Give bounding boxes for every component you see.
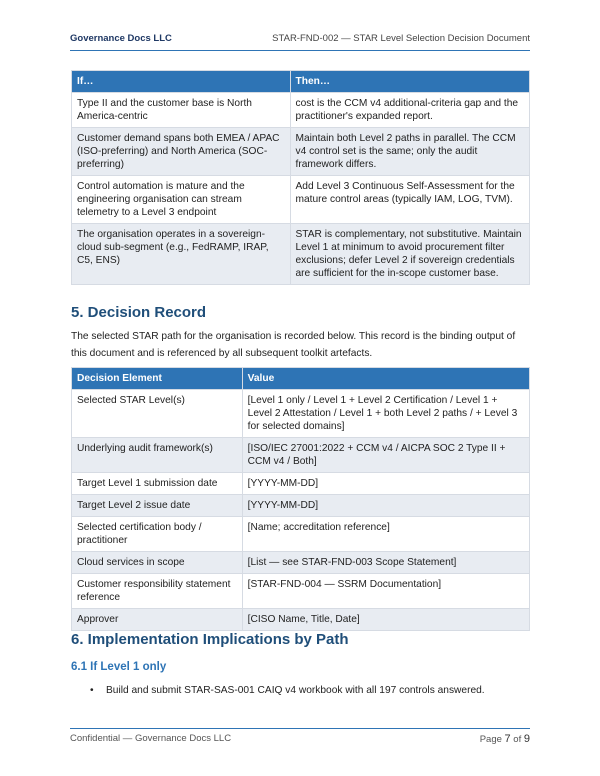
section-5-heading: 5. Decision Record: [71, 304, 207, 321]
page-header: [70, 33, 530, 51]
column-header: If…: [72, 71, 291, 93]
table-row: [72, 552, 530, 574]
table-cell: [STAR-FND-004 — SSRM Documentation]: [242, 574, 529, 609]
page-footer: [70, 728, 530, 745]
table-row: [72, 93, 530, 128]
page-label: Page: [479, 734, 502, 745]
table-cell: Cloud services in scope: [72, 552, 243, 574]
table-cell: [Name; accreditation reference]: [242, 517, 529, 552]
column-header: Then…: [290, 71, 530, 93]
table-row: [72, 176, 530, 224]
table-cell: [ISO/IEC 27001:2022 + CCM v4 / AICPA SOC 2 Type II + CCM v4 / Both]: [242, 438, 529, 473]
table-cell: [CISO Name, Title, Date]: [242, 609, 529, 631]
table-cell: Maintain both Level 2 paths in parallel. The CCM v4 control set is the same; only the audit framework differs.: [290, 128, 530, 176]
table-cell: [YYYY-MM-DD]: [242, 495, 529, 517]
decision-record-table: [71, 367, 530, 631]
table-row: [72, 495, 530, 517]
section-6-heading: 6. Implementation Implications by Path: [71, 631, 349, 648]
table-cell: cost is the CCM v4 additional-criteria gap and the practitioner's expanded report.: [290, 93, 530, 128]
table-cell: STAR is complementary, not substitutive. Maintain Level 1 at minimum to avoid procurement filter exclusions; defer Level 2 if sovereign credentials are sufficient for the in-scope customer base.: [290, 224, 530, 285]
footer-confidential: Confidential — Governance Docs LLC: [70, 733, 232, 744]
list-item-text: Build and submit STAR-SAS-001 CAIQ v4 workbook with all 197 controls answered.: [106, 685, 485, 696]
table-cell: Target Level 2 issue date: [72, 495, 243, 517]
table-cell: [Level 1 only / Level 1 + Level 2 Certification / Level 1 + Level 2 Attestation / Level 1 + both Level 2 paths / + Level 3 for selected domains]: [242, 390, 529, 438]
table-cell: Customer responsibility statement reference: [72, 574, 243, 609]
section-6-1-heading: 6.1 If Level 1 only: [71, 661, 167, 673]
table-cell: Target Level 1 submission date: [72, 473, 243, 495]
section-5-intro: The selected STAR path for the organisation is recorded below. This record is the binding output of this document and is referenced by all subsequent toolkit artefacts.: [71, 331, 516, 359]
table-cell: [YYYY-MM-DD]: [242, 473, 529, 495]
table-row: [72, 473, 530, 495]
list-item: [90, 684, 530, 698]
header-doc-title: STAR-FND-002 — STAR Level Selection Decision Document: [272, 33, 530, 44]
if-then-table: [71, 70, 530, 285]
column-header: Decision Element: [72, 368, 243, 390]
table-row: [72, 128, 530, 176]
table-cell: Underlying audit framework(s): [72, 438, 243, 473]
table-cell: Selected STAR Level(s): [72, 390, 243, 438]
table-cell: The organisation operates in a sovereign-cloud sub-segment (e.g., FedRAMP, IRAP, C5, ENS): [72, 224, 291, 285]
table-row: [72, 224, 530, 285]
table-cell: Add Level 3 Continuous Self-Assessment for the mature control areas (typically IAM, LOG, TVM).: [290, 176, 530, 224]
table-header-row: [72, 71, 530, 93]
page-total: 9: [523, 733, 530, 745]
bullet-icon: •: [90, 685, 94, 696]
header-company: Governance Docs LLC: [70, 33, 172, 44]
table-cell: [List — see STAR-FND-003 Scope Statement]: [242, 552, 529, 574]
table-cell: Approver: [72, 609, 243, 631]
page-current: 7: [504, 733, 511, 745]
table-cell: Type II and the customer base is North America-centric: [72, 93, 291, 128]
table-row: [72, 574, 530, 609]
table-row: [72, 390, 530, 438]
column-header: Value: [242, 368, 529, 390]
table-row: [72, 609, 530, 631]
table-cell: Customer demand spans both EMEA / APAC (ISO-preferring) and North America (SOC-preferring): [72, 128, 291, 176]
table-cell: Selected certification body / practitioner: [72, 517, 243, 552]
table-cell: Control automation is mature and the engineering organisation can stream telemetry to a Level 3 endpoint: [72, 176, 291, 224]
table-header-row: [72, 368, 530, 390]
table-row: [72, 517, 530, 552]
page-of: of: [513, 734, 522, 745]
table-row: [72, 438, 530, 473]
page-number: [480, 733, 530, 745]
